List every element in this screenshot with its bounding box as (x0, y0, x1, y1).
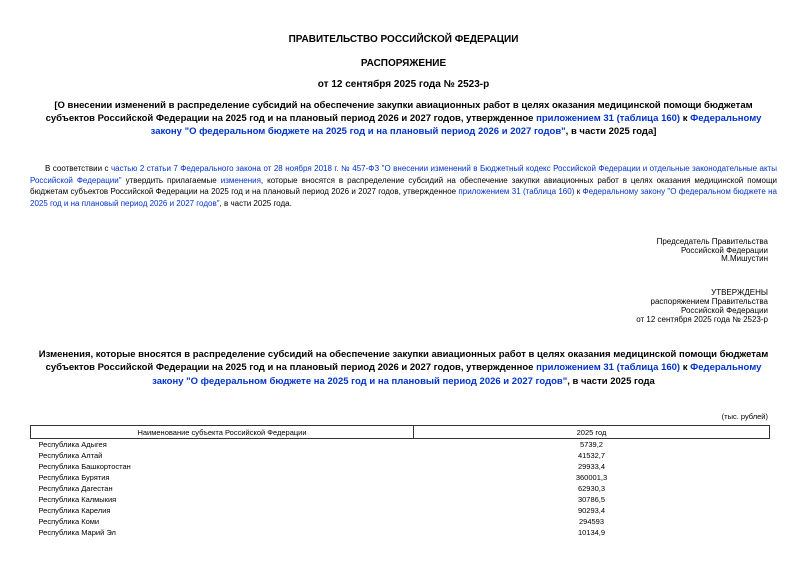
signature-block (657, 238, 768, 264)
text-segment: Изменения, которые вносятся в распределение субсидий на обеспечение закупки авиационных работ в целях оказания медицинской помощи бюджетам субъектов Российской Федерации на 2025 год и на плановый период 2026 и 2027 годов, утвержденное (38, 349, 769, 374)
document-link[interactable]: приложением 31 (таблица 160) (536, 362, 681, 374)
document-link[interactable]: приложением 31 (таблица 160) (536, 113, 681, 124)
document-date-number: от 12 сентября 2025 года № 2523-р (317, 79, 490, 90)
amount-cell: 29933,4 (577, 461, 606, 471)
amount-cell: 10134,9 (577, 527, 606, 537)
region-name-cell: Республика Бурятия (38, 472, 110, 482)
text-segment: , в части 2025 года] (565, 126, 657, 137)
region-name-cell: Республика Калмыкия (38, 494, 117, 504)
table-row (31, 439, 770, 450)
signature-position-line: Председатель Правительства (656, 237, 768, 246)
document-body-paragraph (30, 163, 777, 210)
approval-date-line: от 12 сентября 2025 года № 2523-р (636, 314, 768, 324)
table-header-row (31, 426, 770, 439)
amount-cell: 41532,7 (577, 450, 606, 460)
table-row (31, 472, 770, 483)
document-link[interactable]: приложением 31 (таблица 160) (458, 187, 575, 197)
region-name-cell: Республика Башкортостан (38, 461, 131, 471)
table-body (31, 439, 770, 538)
approval-status-line: УТВЕРЖДЕНЫ (711, 288, 768, 297)
approval-org-line: Российской Федерации (681, 305, 768, 315)
document-link[interactable]: частью 2 статьи 7 Федерального закона от 28 ноября 2018 г. № 457-ФЗ "О внесении изменений в Бюджетный кодекс Российской Федерации и отдельные законодательные акты Российской Федерации" (30, 164, 778, 185)
signature-name: М.Мишустин (721, 254, 768, 264)
table-row (31, 461, 770, 472)
region-name-cell: Республика Марий Эл (38, 527, 116, 537)
table-row (31, 505, 770, 516)
region-name-cell: Республика Адыгея (38, 439, 107, 449)
table-row (31, 483, 770, 494)
subsidies-table (30, 425, 770, 538)
document-title (30, 99, 777, 138)
amount-cell: 294593 (578, 516, 605, 526)
table-row (31, 527, 770, 538)
document-org-title: ПРАВИТЕЛЬСТВО РОССИЙСКОЙ ФЕДЕРАЦИИ (288, 34, 519, 45)
text-segment: к (680, 362, 691, 374)
amount-cell: 62930,3 (577, 483, 606, 493)
text-segment: [О внесении изменений в распределение субсидий на обеспечение закупки авиационных работ в целях оказания медицинской помощи бюджетам субъектов Российской Федерации на 2025 год и на плановый период 2026 и 2027 годов, утвержденное (45, 100, 753, 124)
text-segment: утвердить прилагаемые (121, 175, 221, 185)
region-name-cell: Республика Дагестан (38, 483, 113, 493)
document-link[interactable]: Федеральному закону "О федеральном бюджете на 2025 год и на плановый период 2026 и 2027 годов" (152, 362, 762, 387)
text-segment: , которые вносятся в распределение субсидий на обеспечение закупки авиационных работ в целях оказания медицинской помощи бюджетам субъектов Российской Федерации на 2025 год и на плановый период 2026 и 2027 годов, утвержденное (30, 175, 778, 197)
column-header-region: Наименование субъекта Российской Федерации (31, 426, 414, 439)
text-segment: к (680, 113, 691, 124)
document-type-heading: РАСПОРЯЖЕНИЕ (360, 58, 447, 69)
region-name-cell: Республика Коми (38, 516, 100, 526)
table-row (31, 516, 770, 527)
document-link[interactable]: Федеральному закону "О федеральном бюджете на 2025 год и на плановый период 2026 и 2027 годов" (150, 113, 762, 137)
region-name-cell: Республика Алтай (38, 450, 103, 460)
text-segment: В соответствии с (45, 164, 111, 173)
approval-block (636, 289, 768, 325)
text-segment: , в части 2025 года. (219, 199, 292, 209)
table-row (31, 450, 770, 461)
signature-org-line: Российской Федерации (681, 245, 768, 255)
column-header-year-2025: 2025 год (414, 426, 770, 439)
text-segment: , в части 2025 года (567, 375, 655, 387)
approval-doc-line: распоряжением Правительства (650, 296, 768, 306)
amount-cell: 30786,5 (577, 494, 606, 504)
units-note: (тыс. рублей) (721, 412, 768, 421)
amount-cell: 90293,4 (577, 505, 606, 515)
document-link[interactable]: Федеральному закону "О федеральном бюджете на 2025 год и на плановый период 2026 и 2027 годов" (30, 187, 777, 209)
amount-cell: 5739,2 (580, 439, 603, 449)
region-name-cell: Республика Карелия (38, 505, 111, 515)
document-link[interactable]: изменения (220, 175, 261, 185)
text-segment: к (574, 187, 583, 197)
changes-title (30, 348, 777, 388)
amount-cell: 360001,3 (575, 472, 608, 482)
table-row (31, 494, 770, 505)
